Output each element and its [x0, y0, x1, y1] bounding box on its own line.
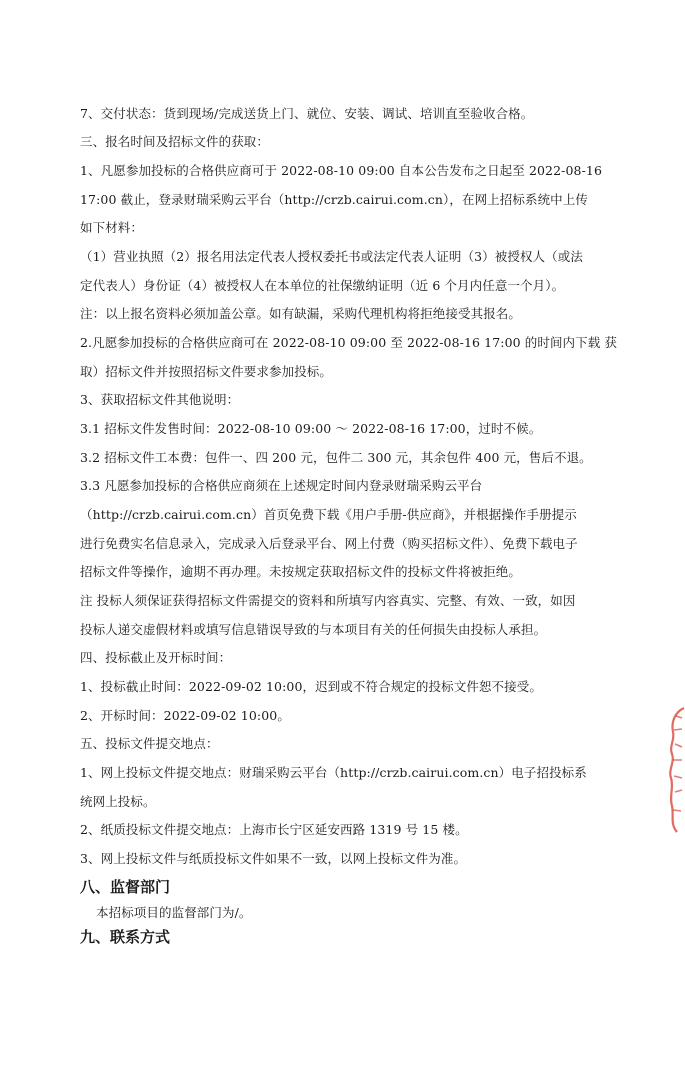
section8-body: 本招标项目的监督部门为/。 [96, 905, 252, 920]
platform-line-2: （http://crzb.cairui.com.cn）首页免费下载《用户手册-供应商》，并根据操作手册提示 [80, 507, 577, 522]
bidder-note-line-1: 注 投标人须保证获得招标文件需提交的资料和所填写内容真实、完整、有效、一致，如因 [80, 593, 576, 608]
registration-line-2: 17:00 截止，登录财瑞采购云平台（http://crzb.cairui.com.cn），在网上招标系统中上传 [80, 192, 588, 207]
red-seal-stamp [663, 700, 685, 835]
other-notes-title: 3、获取招标文件其他说明： [80, 392, 240, 407]
bidder-note-line-2: 投标人递交虚假材料或填写信息错误导致的与本项目有关的任何损失由投标人承担。 [80, 622, 547, 637]
download-line-1: 2.凡愿参加投标的合格供应商可在 2022-08-10 09:00 至 2022-08-16 17:00 的时间内下载 获 [80, 335, 618, 350]
consistency-line: 3、网上投标文件与纸质投标文件如果不一致，以网上投标文件为准。 [80, 851, 467, 866]
online-submission-line-2: 统网上投标。 [80, 794, 156, 809]
section9-title: 九、联系方式 [80, 928, 171, 946]
section5-title: 五、投标文件提交地点： [80, 736, 219, 751]
section3-title: 三、报名时间及招标文件的获取： [80, 134, 270, 149]
online-submission-line-1: 1、网上投标文件提交地点：财瑞采购云平台（http://crzb.cairui.com.cn）电子招投标系 [80, 765, 587, 780]
materials-line-2: 定代表人）身份证（4）被授权人在本单位的社保缴纳证明（近 6 个月内任意一个月）。 [80, 278, 565, 293]
registration-line-1: 1、凡愿参加投标的合格供应商可于 2022-08-10 09:00 自本公告发布之日起至 2022-08-16 [80, 163, 603, 178]
platform-line-1: 3.3 凡愿参加投标的合格供应商须在上述规定时间内登录财瑞采购云平台 [80, 478, 483, 493]
section8-title: 八、监督部门 [80, 878, 171, 896]
deadline-line: 1、投标截止时间：2022-09-02 10:00，迟到或不符合规定的投标文件恕不接受。 [80, 679, 542, 694]
sale-time-line: 3.1 招标文件发售时间：2022-08-10 09:00 ～ 2022-08-16 17:00，过时不候。 [80, 421, 542, 436]
registration-line-3: 如下材料： [80, 220, 144, 235]
materials-line-1: （1）营业执照（2）报名用法定代表人授权委托书或法定代表人证明（3）被授权人（或法 [80, 249, 583, 264]
opening-time-line: 2、开标时间：2022-09-02 10:00。 [80, 708, 290, 723]
seal-note: 注：以上报名资料必须加盖公章。如有缺漏，采购代理机构将拒绝接受其报名。 [80, 306, 522, 321]
paper-submission-line: 2、纸质投标文件提交地点：上海市长宁区延安西路 1319 号 15 楼。 [80, 822, 468, 837]
section4-title: 四、投标截止及开标时间： [80, 650, 232, 665]
fee-line: 3.2 招标文件工本费：包件一、四 200 元，包件二 300 元，其余包件 400 元，售后不退。 [80, 450, 592, 465]
delivery-status-line: 7、交付状态：货到现场/完成送货上门、就位、安装、调试、培训直至验收合格。 [80, 106, 534, 121]
download-line-2: 取）招标文件并按照招标文件要求参加投标。 [80, 364, 333, 379]
platform-line-4: 招标文件等操作，逾期不再办理。未按规定获取招标文件的投标文件将被拒绝。 [80, 564, 522, 579]
platform-line-3: 进行免费实名信息录入，完成录入后登录平台、网上付费（购买招标文件）、免费下载电子 [80, 536, 578, 551]
